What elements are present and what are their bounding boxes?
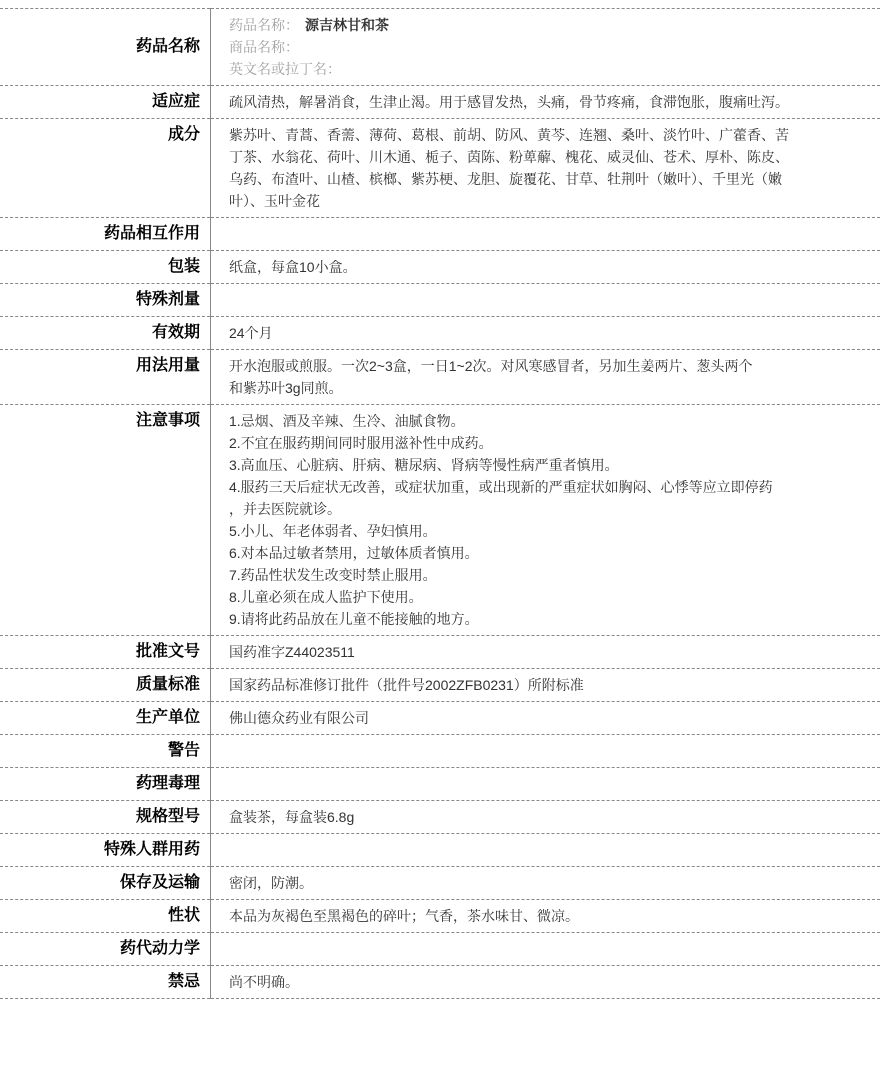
row-dosage-usage-content: [211, 350, 880, 405]
row-pharmacokinetics-content: [211, 933, 880, 966]
row-contraindications-line: 尚不明确。: [229, 974, 299, 990]
row-ingredients-line: 紫苏叶、青蒿、香薷、薄荷、葛根、前胡、防风、黄芩、连翘、桑叶、淡竹叶、广藿香、苦: [229, 127, 789, 143]
row-ingredients-line: 丁茶、水翁花、荷叶、川木通、栀子、茵陈、粉萆薢、槐花、威灵仙、苍术、厚朴、陈皮、: [229, 149, 789, 165]
row-drug-name-field: [229, 58, 870, 80]
row-pharmacokinetics: [0, 933, 880, 966]
row-properties-line: 本品为灰褐色至黑褐色的碎叶；气香，茶水味甘、微凉。: [229, 908, 579, 924]
row-contraindications-label: 禁忌: [0, 966, 211, 999]
row-indications-label: 适应症: [0, 86, 211, 119]
row-special-populations: [0, 834, 880, 867]
row-dosage-usage: [0, 350, 880, 405]
row-precautions: [0, 405, 880, 636]
row-precautions-line: 6.对本品过敏者禁用，过敏体质者慎用。: [229, 545, 479, 561]
row-ingredients-label: 成分: [0, 119, 211, 218]
row-special-populations-label: 特殊人群用药: [0, 834, 211, 867]
row-drug-name-label: 药品名称: [0, 9, 211, 86]
row-drug-name-field: [229, 14, 870, 36]
row-properties-content: [211, 900, 880, 933]
row-drug-name-field-key: 商品名称：: [229, 39, 299, 55]
row-warning-content: [211, 735, 880, 768]
row-specification: [0, 801, 880, 834]
row-precautions-line: 2.不宜在服药期间同时服用滋补性中成药。: [229, 435, 493, 451]
row-quality-standard: [0, 669, 880, 702]
row-manufacturer: [0, 702, 880, 735]
row-drug-interactions-label: 药品相互作用: [0, 218, 211, 251]
row-drug-name-field: [229, 36, 870, 58]
row-shelf-life-line: 24个月: [229, 325, 273, 341]
row-precautions-line: ，并去医院就诊。: [229, 501, 341, 517]
row-shelf-life-content: [211, 317, 880, 350]
row-pharmacology-toxicology: [0, 768, 880, 801]
row-specification-label: 规格型号: [0, 801, 211, 834]
row-ingredients: [0, 119, 880, 218]
row-dosage-usage-line: 开水泡服或煎服。一次2~3盒，一日1~2次。对风寒感冒者，另加生姜两片、葱头两个: [229, 358, 753, 374]
row-approval-number-line: 国药准字Z44023511: [229, 644, 355, 660]
row-precautions-line: 8.儿童必须在成人监护下使用。: [229, 589, 423, 605]
row-precautions-line: 3.高血压、心脏病、肝病、糖尿病、肾病等慢性病严重者慎用。: [229, 457, 619, 473]
row-precautions-line: 1.忌烟、酒及辛辣、生冷、油腻食物。: [229, 413, 465, 429]
row-drug-name-field-key: 药品名称：: [229, 17, 299, 33]
row-precautions-content: [211, 405, 880, 636]
drug-info-table: [0, 8, 880, 999]
row-drug-name-content: [211, 9, 880, 86]
drug-info-table-body: [0, 9, 880, 999]
row-quality-standard-label: 质量标准: [0, 669, 211, 702]
row-shelf-life: [0, 317, 880, 350]
row-properties-label: 性状: [0, 900, 211, 933]
row-precautions-label: 注意事项: [0, 405, 211, 636]
row-special-dosage-content: [211, 284, 880, 317]
row-indications-line: 疏风清热，解暑消食，生津止渴。用于感冒发热，头痛，骨节疼痛，食滞饱胀，腹痛吐泻。: [229, 94, 789, 110]
row-pharmacology-toxicology-label: 药理毒理: [0, 768, 211, 801]
row-storage-transport-label: 保存及运输: [0, 867, 211, 900]
row-ingredients-line: 叶）、玉叶金花: [229, 193, 320, 209]
row-ingredients-content: [211, 119, 880, 218]
row-dosage-usage-label: 用法用量: [0, 350, 211, 405]
row-drug-interactions-content: [211, 218, 880, 251]
row-packaging: [0, 251, 880, 284]
row-contraindications-content: [211, 966, 880, 999]
row-precautions-line: 4.服药三天后症状无改善，或症状加重，或出现新的严重症状如胸闷、心悸等应立即停药: [229, 479, 773, 495]
row-shelf-life-label: 有效期: [0, 317, 211, 350]
row-quality-standard-line: 国家药品标准修订批件（批件号2002ZFB0231）所附标准: [229, 677, 584, 693]
row-contraindications: [0, 966, 880, 999]
row-indications-content: [211, 86, 880, 119]
row-packaging-label: 包装: [0, 251, 211, 284]
row-special-dosage: [0, 284, 880, 317]
row-storage-transport-content: [211, 867, 880, 900]
row-manufacturer-line: 佛山德众药业有限公司: [229, 710, 369, 726]
row-drug-name-field-value: 源吉林甘和茶: [305, 17, 389, 33]
row-packaging-content: [211, 251, 880, 284]
row-manufacturer-label: 生产单位: [0, 702, 211, 735]
row-storage-transport: [0, 867, 880, 900]
row-quality-standard-content: [211, 669, 880, 702]
row-ingredients-line: 乌药、布渣叶、山楂、槟榔、紫苏梗、龙胆、旋覆花、甘草、牡荆叶（嫩叶）、千里光（嫩: [229, 171, 782, 187]
row-approval-number: [0, 636, 880, 669]
row-properties: [0, 900, 880, 933]
row-drug-interactions: [0, 218, 880, 251]
row-approval-number-label: 批准文号: [0, 636, 211, 669]
row-approval-number-content: [211, 636, 880, 669]
row-pharmacology-toxicology-content: [211, 768, 880, 801]
row-special-dosage-label: 特殊剂量: [0, 284, 211, 317]
row-drug-name-field-key: 英文名或拉丁名：: [229, 61, 341, 77]
row-specification-content: [211, 801, 880, 834]
row-manufacturer-content: [211, 702, 880, 735]
row-specification-line: 盒装茶，每盒装6.8g: [229, 809, 355, 825]
row-precautions-line: 9.请将此药品放在儿童不能接触的地方。: [229, 611, 479, 627]
row-storage-transport-line: 密闭，防潮。: [229, 875, 313, 891]
row-warning: [0, 735, 880, 768]
row-special-populations-content: [211, 834, 880, 867]
row-indications: [0, 86, 880, 119]
row-pharmacokinetics-label: 药代动力学: [0, 933, 211, 966]
row-precautions-line: 5.小儿、年老体弱者、孕妇慎用。: [229, 523, 437, 539]
row-packaging-line: 纸盒，每盒10小盒。: [229, 259, 357, 275]
row-dosage-usage-line: 和紫苏叶3g同煎。: [229, 380, 343, 396]
row-drug-name: [0, 9, 880, 86]
row-warning-label: 警告: [0, 735, 211, 768]
row-precautions-line: 7.药品性状发生改变时禁止服用。: [229, 567, 437, 583]
